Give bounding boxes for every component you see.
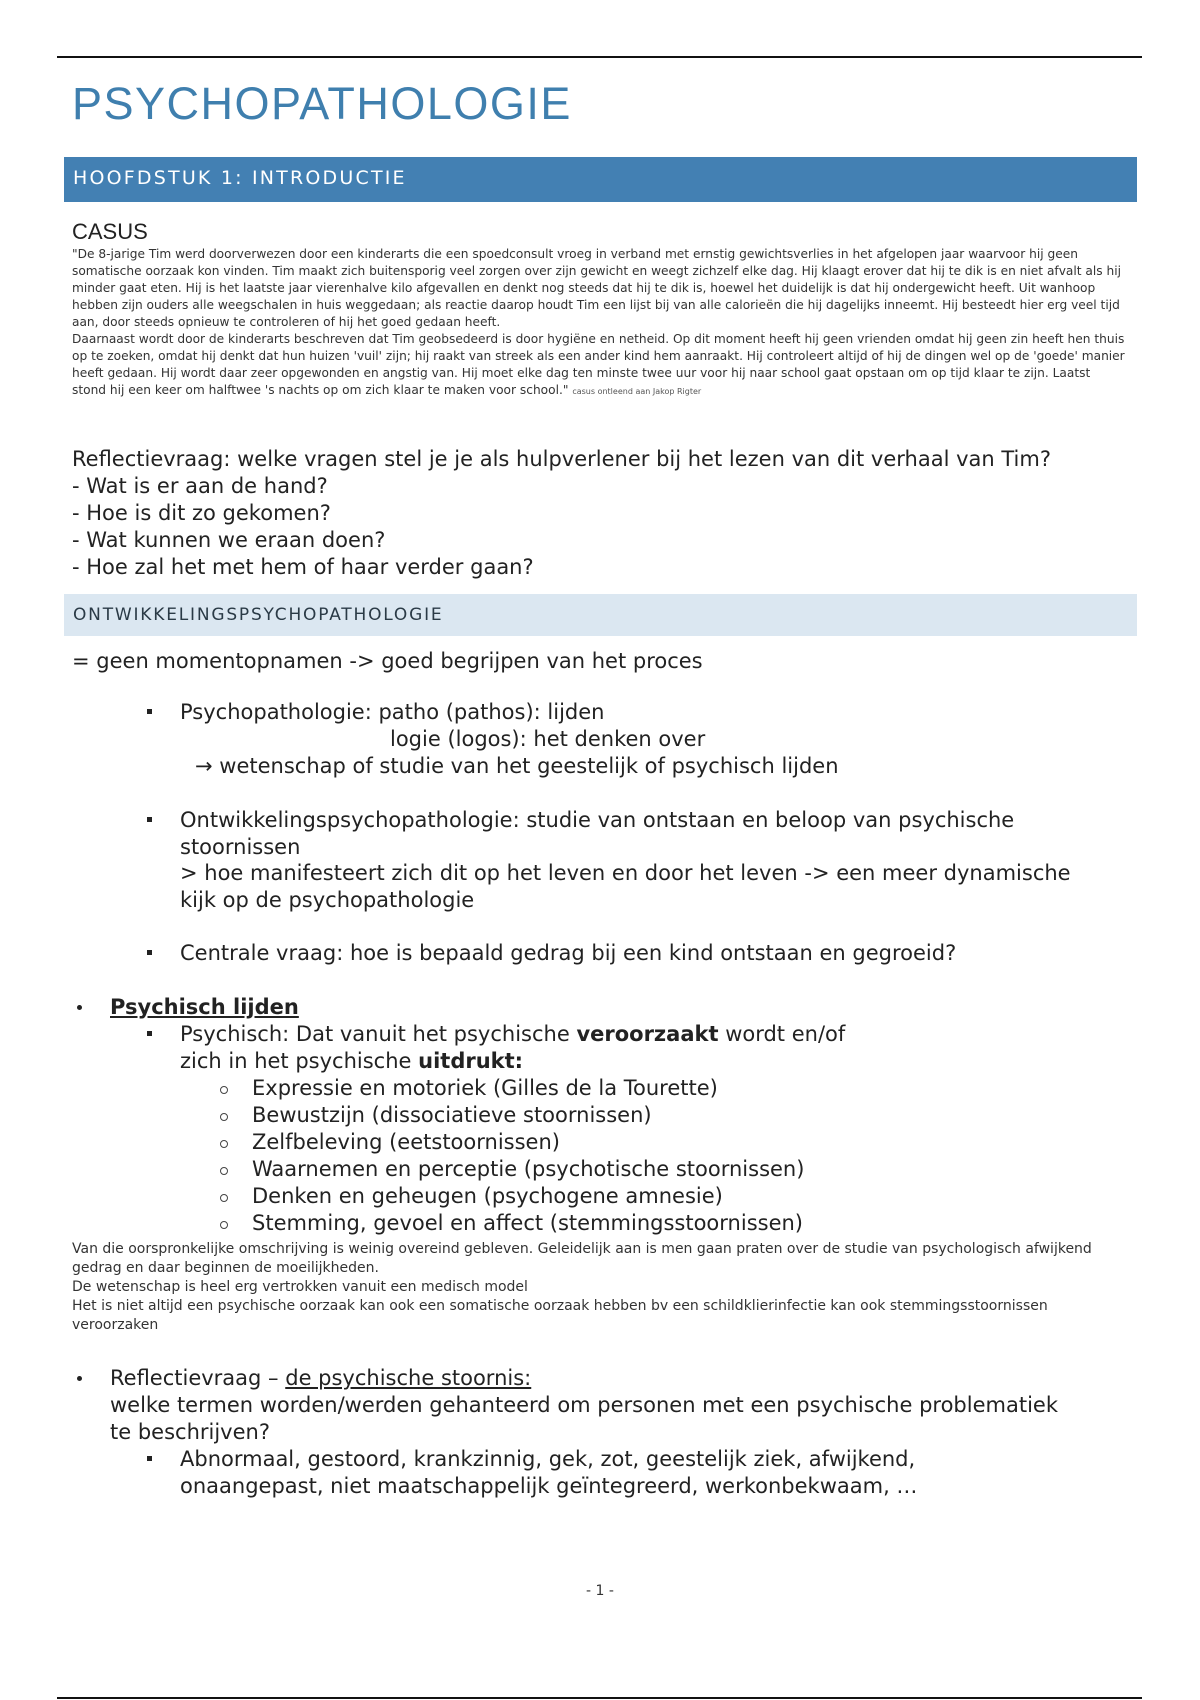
bullet-ontwikkeling-line4: kijk op de psychopathologie <box>180 888 475 912</box>
psychisch-list-item: Denken en geheugen (psychogene amnesie) <box>252 1184 723 1208</box>
reflection-item: - Wat kunnen we eraan doen? <box>72 528 386 552</box>
section-heading: ONTWIKKELINGSPSYCHOPATHOLOGIE <box>73 605 444 625</box>
psychisch-list-item: Stemming, gevoel en affect (stemmingsstoornissen) <box>252 1211 803 1235</box>
casus-paragraph-2-text: Daarnaast wordt door de kinderarts beschreven dat Tim geobsedeerd is door hygiëne en netheid. Op dit moment heeft hij geen vrienden omdat hij geen zin heeft hen thuis op te zoeken, omdat hij denkt dat hun huizen 'vuil' zijn; hij raakt van streek als een ander kind hem aanraakt. Hij controleert altijd of hij de dingen wel op de 'goede' manier heeft gedaan. Hij wordt daar zeer opgewonden en angstig van. Hij moet elke dag ten minste twee uur voor hij naar school gaat opstaan om op tijd klaar te zijn. Laatst stond hij een keer om halftwee 's nachts op om zich klaar te maken voor school." <box>72 332 1125 397</box>
reflection-block <box>72 446 1152 581</box>
stoornis-line2: welke termen worden/werden gehanteerd om personen met een psychische problematiek <box>110 1393 1058 1417</box>
psychisch-def-text: Psychisch: Dat vanuit het psychische <box>180 1022 577 1046</box>
note-line: Van die oorspronkelijke omschrijving is weinig overeind gebleven. Geleidelijk aan is men gaan praten over de studie van psychologisch afwijkend gedrag en daar beginnen de moeilijkheden. <box>72 1241 1092 1276</box>
stoornis-terms: Abnormaal, gestoord, krankzinnig, gek, zot, geestelijk ziek, afwijkend, <box>180 1447 916 1471</box>
psychisch-list-item: Bewustzijn (dissociatieve stoornissen) <box>252 1103 652 1127</box>
note-line: Het is niet altijd een psychische oorzaak kan ook een somatische oorzaak hebben bv een schildklierinfectie kan ook stemmingsstoornissen veroorzaken <box>72 1298 1048 1333</box>
bullet-psychopathologie-line3: → wetenschap of studie van het geestelijk of psychisch lijden <box>195 754 839 778</box>
psychisch-definition-line2 <box>180 1049 523 1073</box>
stoornis-terms-line2: onaangepast, niet maatschappelijk geïntegreerd, werkonbekwaam, … <box>180 1474 918 1498</box>
casus-title: CASUS <box>72 219 148 244</box>
page-number: - 1 - <box>586 1583 614 1599</box>
psychisch-definition <box>180 1022 845 1046</box>
psychisch-def-text: zich in het psychische <box>180 1049 419 1073</box>
bullet-ontwikkeling-line2: stoornissen <box>180 835 301 859</box>
casus-paragraph-2 <box>72 331 1127 400</box>
chapter-heading: HOOFDSTUK 1: INTRODUCTIE <box>73 167 407 189</box>
psychisch-list-item: Waarnemen en perceptie (psychotische stoornissen) <box>252 1157 805 1181</box>
psychisch-def-bold: veroorzaakt <box>576 1022 719 1046</box>
note-line: De wetenschap is heel erg vertrokken vanuit een medisch model <box>72 1279 528 1295</box>
reflection-item: - Wat is er aan de hand? <box>72 474 328 498</box>
casus-citation: casus ontleend aan Jakop Rigter <box>572 387 702 396</box>
psychisch-list-item: Expressie en motoriek (Gilles de la Tourette) <box>252 1076 718 1100</box>
bottom-rule <box>57 1697 1142 1699</box>
stoornis-prefix: Reflectievraag – <box>110 1366 286 1390</box>
psychisch-def-text: wordt en/of <box>718 1022 846 1046</box>
psychisch-notes <box>72 1240 1132 1335</box>
stoornis-question <box>110 1366 531 1390</box>
psychisch-list-item: Zelfbeleving (eetstoornissen) <box>252 1130 560 1154</box>
reflection-question: Reflectievraag: welke vragen stel je je als hulpverlener bij het lezen van dit verhaal van Tim? <box>72 447 1051 471</box>
psychisch-lijden-label: Psychisch lijden <box>110 995 299 1019</box>
psychisch-lijden-heading <box>110 995 299 1019</box>
document-title: PSYCHOPATHOLOGIE <box>72 78 572 129</box>
bullet-psychopathologie: Psychopathologie: patho (pathos): lijden <box>180 700 605 724</box>
stoornis-line3: te beschrijven? <box>110 1420 270 1444</box>
psychisch-def-bold: uitdrukt: <box>418 1049 524 1073</box>
section-heading-bar <box>64 594 1137 636</box>
bullet-ontwikkeling-line3: > hoe manifesteert zich dit op het leven en door het leven -> een meer dynamische <box>180 861 1071 885</box>
chapter-heading-bar <box>64 157 1137 202</box>
bullet-centrale-vraag: Centrale vraag: hoe is bepaald gedrag bij een kind ontstaan en gegroeid? <box>180 941 957 965</box>
reflection-item: - Hoe zal het met hem of haar verder gaan? <box>72 555 534 579</box>
reflection-item: - Hoe is dit zo gekomen? <box>72 501 331 525</box>
bullet-ontwikkeling: Ontwikkelingspsychopathologie: studie van ontstaan en beloop van psychische <box>180 808 1015 832</box>
stoornis-underlined: de psychische stoornis: <box>285 1366 532 1390</box>
casus-text <box>72 246 1127 400</box>
definition-line: = geen momentopnamen -> goed begrijpen van het proces <box>72 649 703 673</box>
casus-paragraph-1: "De 8-jarige Tim werd doorverwezen door een kinderarts die een spoedconsult vroeg in verband met ernstig gewichtsverlies in het afgelopen jaar waarvoor hij geen somatische oorzaak kon vinden. Tim maakt zich buitensporig veel zorgen over zijn gewicht en weegt zichzelf elke dag. Hij klaagt erover dat hij te dik is en niet afvalt als hij minder gaat eten. Hij is het laatste jaar vierenhalve kilo afgevallen en denkt nog steeds dat hij te dik is, hoewel het duidelijk is dat hij ondergewicht heeft. Uit wanhoop hebben zijn ouders alle weegschalen in huis weggedaan; als reactie daarop houdt Tim een lijst bij van alle calorieën die hij dagelijks inneemt. Hij besteedt hier erg veel tijd aan, door steeds opnieuw te controleren of hij het goed gedaan heeft. <box>72 247 1121 329</box>
bullet-psychopathologie-line2: logie (logos): het denken over <box>390 727 706 751</box>
top-rule <box>57 56 1142 58</box>
